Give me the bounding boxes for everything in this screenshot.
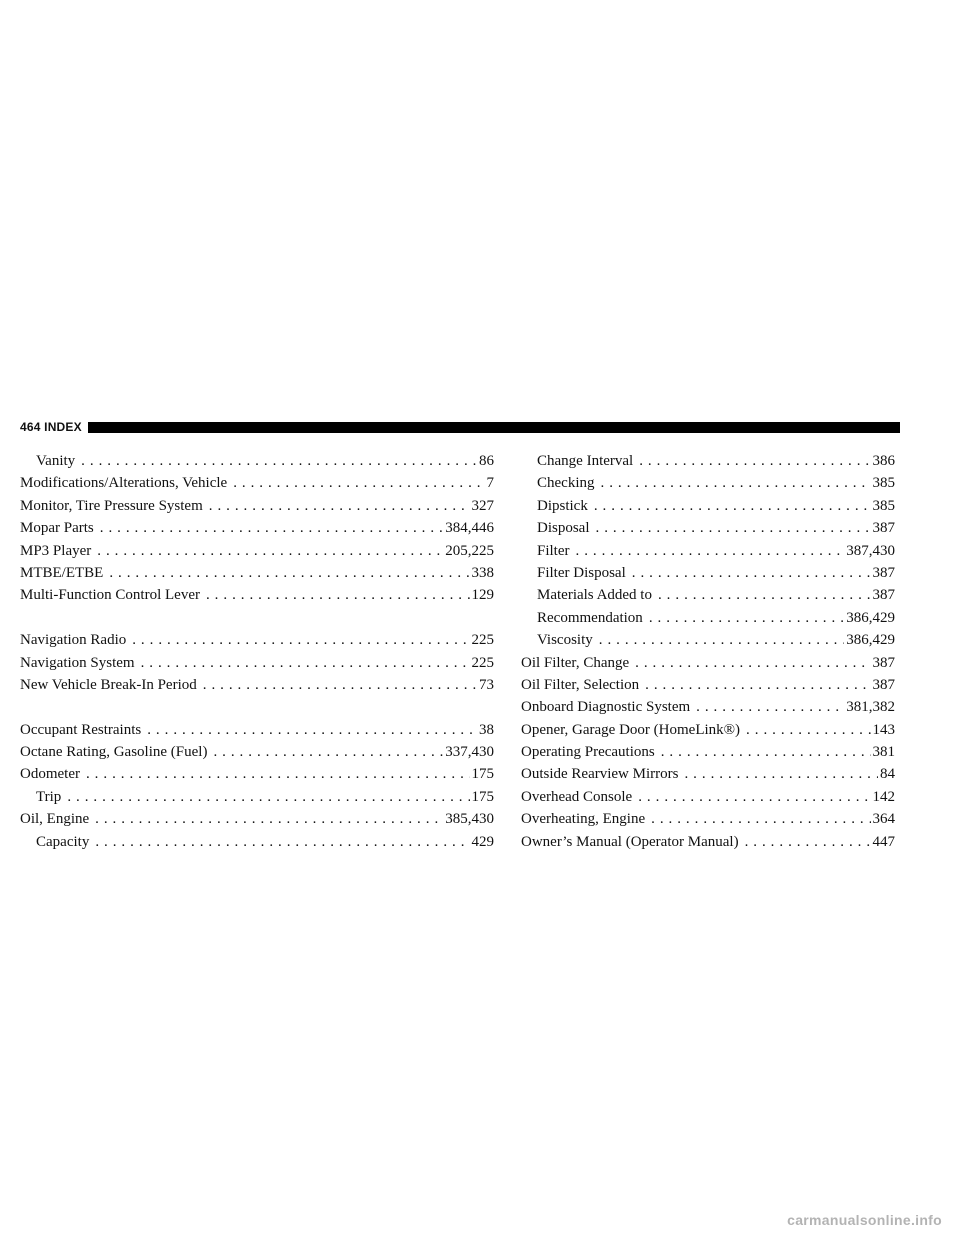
index-entry bbox=[20, 741, 494, 763]
index-page-ref: 86 bbox=[479, 453, 494, 469]
index-term: Recommendation bbox=[537, 609, 643, 626]
index-subentry bbox=[521, 584, 895, 606]
index-subentry bbox=[521, 472, 895, 494]
index-term: MP3 Player bbox=[20, 542, 92, 559]
index-term: Trip bbox=[36, 788, 62, 805]
index-term: Mopar Parts bbox=[20, 520, 94, 537]
index-entry bbox=[521, 763, 895, 785]
watermark: carmanualsonline.info bbox=[787, 1212, 942, 1228]
index-page-ref: 338 bbox=[471, 564, 494, 581]
index-page-ref: 225 bbox=[471, 632, 494, 649]
index-page-ref: 175 bbox=[471, 766, 494, 783]
dot-leader bbox=[593, 629, 844, 651]
index-subentry bbox=[521, 629, 895, 651]
index-subentry bbox=[521, 450, 895, 472]
index-term: Overheating, Engine bbox=[521, 811, 646, 828]
dot-leader bbox=[626, 562, 871, 584]
header-rule bbox=[88, 422, 900, 433]
dot-leader bbox=[639, 674, 870, 696]
dot-leader bbox=[80, 763, 470, 785]
index-page-ref: 386,429 bbox=[846, 609, 895, 626]
index-term: Octane Rating, Gasoline (Fuel) bbox=[20, 744, 208, 761]
index-page-ref: 7 bbox=[486, 475, 494, 492]
index-entry bbox=[20, 584, 494, 606]
index-page-ref: 381 bbox=[872, 744, 895, 761]
index-page-ref: 387 bbox=[872, 520, 895, 537]
index-term: Oil Filter, Selection bbox=[521, 676, 640, 693]
dot-leader bbox=[89, 808, 443, 830]
index-term: Owner’s Manual (Operator Manual) bbox=[521, 833, 739, 850]
index-page-ref: 385 bbox=[872, 475, 895, 492]
index-term: Capacity bbox=[36, 833, 90, 850]
index-entry bbox=[20, 674, 494, 696]
index-entry bbox=[20, 517, 494, 539]
dot-leader bbox=[632, 786, 870, 808]
index-spacer bbox=[20, 696, 494, 718]
index-page-ref: 327 bbox=[471, 497, 494, 514]
index-subentry bbox=[521, 540, 895, 562]
index-entry bbox=[20, 629, 494, 651]
index-page-ref: 387 bbox=[872, 587, 895, 604]
dot-leader bbox=[207, 741, 443, 763]
index-page-ref: 225 bbox=[471, 654, 494, 671]
index-page-ref: 337,430 bbox=[445, 744, 494, 761]
index-term: Multi-Function Control Lever bbox=[20, 587, 200, 604]
index-page-ref: 364 bbox=[872, 811, 895, 828]
dot-leader bbox=[94, 517, 444, 539]
index-term: Onboard Diagnostic System bbox=[521, 699, 691, 716]
index-term: Odometer bbox=[20, 766, 80, 783]
index-entry bbox=[521, 674, 895, 696]
index-term: Dipstick bbox=[537, 497, 588, 514]
index-page-ref: 386,429 bbox=[846, 632, 895, 649]
index-subentry bbox=[521, 562, 895, 584]
index-page-ref: 429 bbox=[471, 833, 494, 850]
index-term: Occupant Restraints bbox=[20, 721, 142, 738]
dot-leader bbox=[75, 450, 477, 472]
index-column-right bbox=[521, 450, 895, 853]
index-term: Oil, Engine bbox=[20, 811, 90, 828]
index-page-ref: 175 bbox=[471, 788, 494, 805]
index-term: Navigation System bbox=[20, 654, 135, 671]
index-subentry bbox=[20, 831, 494, 853]
index-page-ref: 384,446 bbox=[445, 520, 494, 537]
index-entry bbox=[521, 719, 895, 741]
index-term: Materials Added to bbox=[537, 587, 652, 604]
dot-leader bbox=[227, 472, 484, 494]
index-entry bbox=[20, 719, 494, 741]
dot-leader bbox=[203, 495, 470, 517]
dot-leader bbox=[740, 719, 870, 741]
index-page-ref: 205,225 bbox=[445, 542, 494, 559]
index-entry bbox=[521, 786, 895, 808]
index-page-ref: 129 bbox=[471, 587, 494, 604]
index-term: Monitor, Tire Pressure System bbox=[20, 497, 203, 514]
index-entry bbox=[20, 540, 494, 562]
page-number-label: 464 INDEX bbox=[20, 420, 82, 434]
index-subentry bbox=[521, 517, 895, 539]
index-term: Overhead Console bbox=[521, 788, 633, 805]
dot-leader bbox=[645, 808, 870, 830]
index-page-ref: 385 bbox=[872, 497, 895, 514]
dot-leader bbox=[652, 584, 871, 606]
index-entry bbox=[521, 696, 895, 718]
dot-leader bbox=[91, 540, 443, 562]
index-page-ref: 73 bbox=[479, 676, 494, 693]
index-page-ref: 143 bbox=[872, 721, 895, 738]
index-page-ref: 386 bbox=[872, 453, 895, 469]
index-term: Modifications/Alterations, Vehicle bbox=[20, 475, 228, 492]
dot-leader bbox=[61, 786, 469, 808]
index-entry bbox=[20, 562, 494, 584]
dot-leader bbox=[570, 540, 845, 562]
index-term: New Vehicle Break-In Period bbox=[20, 676, 197, 693]
dot-leader bbox=[643, 607, 844, 629]
dot-leader bbox=[690, 696, 844, 718]
index-term: Viscosity bbox=[537, 632, 593, 649]
index-term: Operating Precautions bbox=[521, 744, 655, 761]
dot-leader bbox=[588, 495, 871, 517]
dot-leader bbox=[126, 629, 469, 651]
index-term: Navigation Radio bbox=[20, 632, 127, 649]
dot-leader bbox=[103, 562, 469, 584]
dot-leader bbox=[135, 652, 470, 674]
index-page-ref: 387 bbox=[872, 564, 895, 581]
index-subentry bbox=[20, 450, 494, 472]
index-page-ref: 385,430 bbox=[445, 811, 494, 828]
index-entry bbox=[521, 652, 895, 674]
index-term: Vanity bbox=[36, 453, 76, 469]
index-term: Change Interval bbox=[537, 453, 634, 469]
index-entry bbox=[521, 741, 895, 763]
index-page-ref: 387 bbox=[872, 654, 895, 671]
index-page-ref: 387,430 bbox=[846, 542, 895, 559]
index-subentry bbox=[20, 786, 494, 808]
index-term: Filter Disposal bbox=[537, 564, 626, 581]
index-entry bbox=[20, 652, 494, 674]
index-page-ref: 84 bbox=[880, 766, 895, 783]
index-term: Oil Filter, Change bbox=[521, 654, 630, 671]
dot-leader bbox=[197, 674, 477, 696]
dot-leader bbox=[89, 831, 469, 853]
index-term: Filter bbox=[537, 542, 570, 559]
dot-leader bbox=[141, 719, 477, 741]
index-entry bbox=[20, 808, 494, 830]
index-column-left bbox=[20, 450, 494, 853]
page-header bbox=[20, 416, 900, 438]
index-page-ref: 38 bbox=[479, 721, 494, 738]
dot-leader bbox=[655, 741, 871, 763]
dot-leader bbox=[678, 763, 878, 785]
dot-leader bbox=[590, 517, 871, 539]
dot-leader bbox=[633, 450, 870, 472]
dot-leader bbox=[200, 584, 470, 606]
index-subentry bbox=[521, 607, 895, 629]
dot-leader bbox=[595, 472, 871, 494]
index-entry bbox=[521, 831, 895, 853]
index-entry bbox=[20, 763, 494, 785]
index-term: Outside Rearview Mirrors bbox=[521, 766, 679, 783]
index-entry bbox=[20, 495, 494, 517]
index-page-ref: 387 bbox=[872, 676, 895, 693]
dot-leader bbox=[629, 652, 870, 674]
index-entry bbox=[20, 472, 494, 494]
index-page-ref: 447 bbox=[872, 833, 895, 850]
index-subentry bbox=[521, 495, 895, 517]
dot-leader bbox=[739, 831, 871, 853]
index-entry bbox=[521, 808, 895, 830]
index-term: Checking bbox=[537, 475, 595, 492]
index-term: MTBE/ETBE bbox=[20, 564, 104, 581]
index-page-ref: 381,382 bbox=[846, 699, 895, 716]
index-term: Opener, Garage Door (HomeLink®) bbox=[521, 721, 741, 738]
index-spacer bbox=[20, 607, 494, 629]
index-page-ref: 142 bbox=[872, 788, 895, 805]
index-term: Disposal bbox=[537, 520, 590, 537]
